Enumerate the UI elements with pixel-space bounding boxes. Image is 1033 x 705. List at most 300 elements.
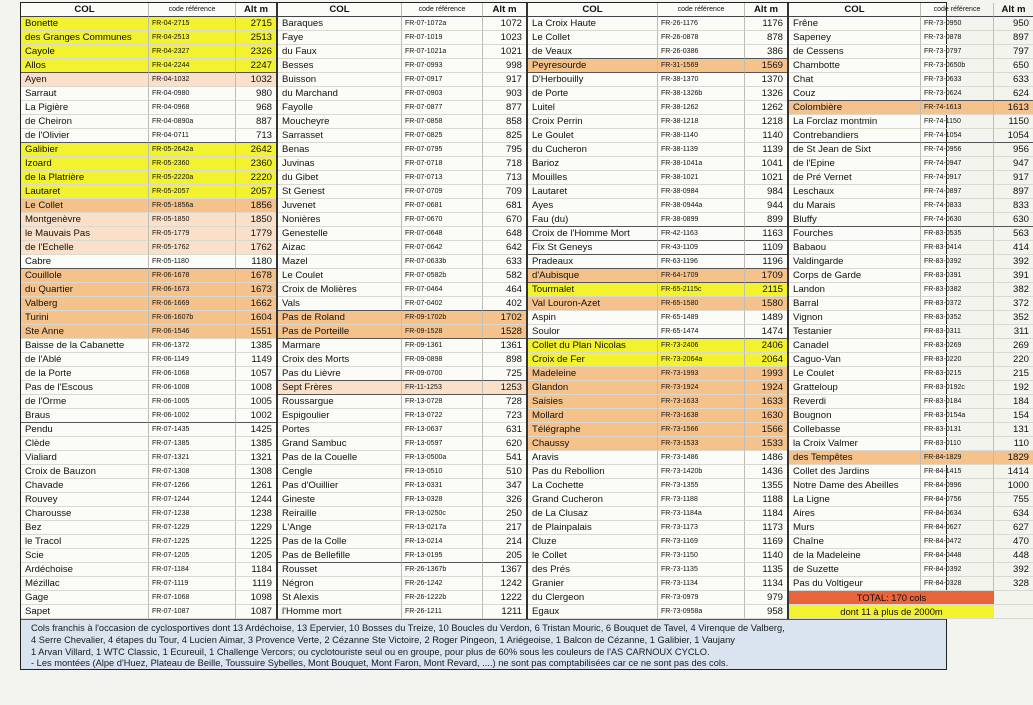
- cols-table: [21, 3, 1029, 619]
- col-altitude: 414: [994, 241, 1033, 255]
- col-name: Chambotte: [789, 59, 921, 73]
- col-code: FR-07-0825: [402, 129, 483, 143]
- col-altitude: 448: [994, 549, 1033, 563]
- col-code: FR-09-1528: [402, 325, 483, 339]
- col-altitude: 470: [994, 535, 1033, 549]
- col-altitude: 402: [483, 297, 526, 311]
- col-name: Le Goulet: [528, 129, 658, 143]
- col-name: Mouilles: [528, 171, 658, 185]
- col-altitude: 950: [994, 17, 1033, 31]
- col-altitude: 205: [483, 549, 526, 563]
- col-name: Grand Sambuc: [278, 437, 402, 451]
- col-altitude: 386: [745, 45, 787, 59]
- col-altitude: 1135: [745, 563, 787, 577]
- col-code: FR-11-1253: [402, 381, 483, 395]
- col-altitude: 1308: [236, 465, 276, 479]
- col-name: Fix St Geneys: [528, 241, 658, 255]
- col-altitude: 723: [483, 409, 526, 423]
- col-name: Sept Frères: [278, 381, 402, 395]
- col-name: le Tracol: [21, 535, 149, 549]
- col-name: Pendu: [21, 423, 149, 437]
- col-altitude: 1829: [994, 451, 1033, 465]
- col-code: FR-38-1326b: [658, 87, 745, 101]
- col-altitude: 728: [483, 395, 526, 409]
- notes-section: [21, 619, 946, 669]
- col-code: FR-06-1005: [149, 395, 236, 409]
- col-code: FR-07-0877: [402, 101, 483, 115]
- col-code: FR-04-0968: [149, 101, 236, 115]
- col-altitude: 797: [994, 45, 1033, 59]
- col-name: Bonette: [21, 17, 149, 31]
- col-code: FR-84-1415: [921, 465, 994, 479]
- header-code: code référence: [658, 3, 745, 17]
- col-name: Ste Anne: [21, 325, 149, 339]
- col-code: FR-13-0637: [402, 423, 483, 437]
- col-code: FR-73-1993: [658, 367, 745, 381]
- col-name: Bluffy: [789, 213, 921, 227]
- col-name: Mézillac: [21, 577, 149, 591]
- col-name: des Tempêtes: [789, 451, 921, 465]
- col-code: FR-06-1669: [149, 297, 236, 311]
- col-name: Pas d'Ouillier: [278, 479, 402, 493]
- col-altitude: 464: [483, 283, 526, 297]
- col-altitude: 984: [745, 185, 787, 199]
- col-altitude: 1528: [483, 325, 526, 339]
- col-code: FR-07-1068: [149, 591, 236, 605]
- col-name: Sarrasset: [278, 129, 402, 143]
- col-altitude: 947: [994, 157, 1033, 171]
- col-code: FR-07-1385: [149, 437, 236, 451]
- col-name: Gage: [21, 591, 149, 605]
- col-altitude: 1205: [236, 549, 276, 563]
- col-altitude: 650: [994, 59, 1033, 73]
- col-code: FR-26-1222b: [402, 591, 483, 605]
- col-name: de Plainpalais: [528, 521, 658, 535]
- col-altitude: 1225: [236, 535, 276, 549]
- col-code: FR-83-0154a: [921, 409, 994, 423]
- col-code: FR-13-0214: [402, 535, 483, 549]
- col-altitude: 1673: [236, 283, 276, 297]
- col-name: Barral: [789, 297, 921, 311]
- col-name: Rouvey: [21, 493, 149, 507]
- col-code: FR-07-1072a: [402, 17, 483, 31]
- col-altitude: 1218: [745, 115, 787, 129]
- col-code: FR-07-1019: [402, 31, 483, 45]
- col-altitude: 326: [483, 493, 526, 507]
- col-name: Notre Dame des Abeilles: [789, 479, 921, 493]
- col-altitude: 1551: [236, 325, 276, 339]
- col-altitude: 1196: [745, 255, 787, 269]
- col-altitude: 642: [483, 241, 526, 255]
- col-code: FR-38-1041a: [658, 157, 745, 171]
- col-altitude: 2406: [745, 339, 787, 353]
- col-name: Lautaret: [21, 185, 149, 199]
- col-altitude: 392: [994, 563, 1033, 577]
- col-name: Reiraille: [278, 507, 402, 521]
- col-altitude: 2247: [236, 59, 276, 73]
- col-altitude: 1566: [745, 423, 787, 437]
- col-code: FR-04-2715: [149, 17, 236, 31]
- col-name: de Porte: [528, 87, 658, 101]
- col-altitude: 634: [994, 507, 1033, 521]
- col-altitude: 1211: [483, 605, 526, 619]
- col-altitude: 1002: [236, 409, 276, 423]
- col-name: de l'Epine: [789, 157, 921, 171]
- col-name: Le Collet: [21, 199, 149, 213]
- col-code: FR-74-0833: [921, 199, 994, 213]
- col-code: FR-73-1169: [658, 535, 745, 549]
- col-altitude: 1425: [236, 423, 276, 437]
- col-code: FR-83-0220: [921, 353, 994, 367]
- col-code: FR-06-1607b: [149, 311, 236, 325]
- col-code: FR-64-1709: [658, 269, 745, 283]
- col-name: Roussargue: [278, 395, 402, 409]
- col-name: du Marais: [789, 199, 921, 213]
- col-code: FR-84-0634: [921, 507, 994, 521]
- col-name: Soulor: [528, 325, 658, 339]
- col-name: Benas: [278, 143, 402, 157]
- col-altitude: 214: [483, 535, 526, 549]
- col-altitude: 154: [994, 409, 1033, 423]
- col-name: Le Collet: [528, 31, 658, 45]
- col-name: du Marchand: [278, 87, 402, 101]
- col-altitude: 1184: [236, 563, 276, 577]
- col-code: FR-74-1054: [921, 129, 994, 143]
- header-code: code référence: [402, 3, 483, 17]
- col-altitude: 1021: [745, 171, 787, 185]
- header-alt: Alt m: [745, 3, 787, 17]
- col-altitude: 1150: [994, 115, 1033, 129]
- col-code: FR-73-1924: [658, 381, 745, 395]
- col-name: Chaîne: [789, 535, 921, 549]
- col-altitude: 563: [994, 227, 1033, 241]
- col-code: FR-43-1109: [658, 241, 745, 255]
- header-code: code référence: [921, 3, 994, 17]
- col-name: Sarraut: [21, 87, 149, 101]
- header-col: COL: [528, 3, 658, 17]
- col-name: Collet des Jardins: [789, 465, 921, 479]
- col-altitude: 1242: [483, 577, 526, 591]
- header-code: code référence: [149, 3, 236, 17]
- col-name: Reverdi: [789, 395, 921, 409]
- col-altitude: 1385: [236, 437, 276, 451]
- col-name: Contrebandiers: [789, 129, 921, 143]
- col-name: Aires: [789, 507, 921, 521]
- col-code: FR-73-1638: [658, 409, 745, 423]
- col-altitude: 1321: [236, 451, 276, 465]
- col-name: Cabre: [21, 255, 149, 269]
- col-name: Genestelle: [278, 227, 402, 241]
- col-altitude: 1238: [236, 507, 276, 521]
- col-code: FR-83-0131: [921, 423, 994, 437]
- col-altitude: 1163: [745, 227, 787, 241]
- col-name: Fau (du): [528, 213, 658, 227]
- col-altitude: 833: [994, 199, 1033, 213]
- column-block-4: [789, 3, 1033, 619]
- col-code: FR-73-1135: [658, 563, 745, 577]
- column-block-3: [528, 3, 789, 619]
- col-name: Cluze: [528, 535, 658, 549]
- col-code: FR-06-1002: [149, 409, 236, 423]
- col-name: Gineste: [278, 493, 402, 507]
- col-altitude: 1370: [745, 73, 787, 87]
- col-name: Landon: [789, 283, 921, 297]
- col-name: Croix Perrin: [528, 115, 658, 129]
- col-name: Pas de Porteille: [278, 325, 402, 339]
- col-name: Egaux: [528, 605, 658, 619]
- col-name: Couz: [789, 87, 921, 101]
- col-code: FR-73-0950: [921, 17, 994, 31]
- col-code: FR-07-0582b: [402, 269, 483, 283]
- col-code: FR-06-1673: [149, 283, 236, 297]
- col-altitude: 1486: [745, 451, 787, 465]
- col-name: Vialiard: [21, 451, 149, 465]
- col-code: FR-13-0510: [402, 465, 483, 479]
- col-altitude: 725: [483, 367, 526, 381]
- col-code: FR-38-0899: [658, 213, 745, 227]
- col-name: le Collet: [528, 549, 658, 563]
- col-name: Cayole: [21, 45, 149, 59]
- col-name: Murs: [789, 521, 921, 535]
- col-code: FR-04-0980: [149, 87, 236, 101]
- col-name: Saisies: [528, 395, 658, 409]
- col-altitude: 633: [483, 255, 526, 269]
- col-name: Sapet: [21, 605, 149, 619]
- col-altitude: 2513: [236, 31, 276, 45]
- col-altitude: 391: [994, 269, 1033, 283]
- col-code: FR-07-1435: [149, 423, 236, 437]
- col-altitude: 1180: [236, 255, 276, 269]
- col-code: FR-83-0311: [921, 325, 994, 339]
- col-name: Luitel: [528, 101, 658, 115]
- col-name: de Pré Vernet: [789, 171, 921, 185]
- col-name: Clède: [21, 437, 149, 451]
- col-name: Mazel: [278, 255, 402, 269]
- col-code: FR-07-1184: [149, 563, 236, 577]
- col-name: Rousset: [278, 563, 402, 577]
- col-code: FR-09-1702b: [402, 311, 483, 325]
- col-name: de Veaux: [528, 45, 658, 59]
- col-name: Leschaux: [789, 185, 921, 199]
- col-name: l'Homme mort: [278, 605, 402, 619]
- col-code: FR-07-1119: [149, 577, 236, 591]
- col-name: Croix de Molières: [278, 283, 402, 297]
- col-code: FR-84-0448: [921, 549, 994, 563]
- col-altitude: 956: [994, 143, 1033, 157]
- col-name: Pas de Roland: [278, 311, 402, 325]
- col-name: Chaussy: [528, 437, 658, 451]
- col-name: Le Coulet: [789, 367, 921, 381]
- col-code: FR-05-1856a: [149, 199, 236, 213]
- col-code: FR-83-0372: [921, 297, 994, 311]
- total-spacer: [994, 605, 1033, 619]
- col-name: Collebasse: [789, 423, 921, 437]
- col-code: FR-74-0956: [921, 143, 994, 157]
- col-altitude: 110: [994, 437, 1033, 451]
- col-altitude: 2360: [236, 157, 276, 171]
- col-code: FR-84-0996: [921, 479, 994, 493]
- col-code: FR-84-0472: [921, 535, 994, 549]
- col-code: FR-65-1489: [658, 311, 745, 325]
- col-code: FR-07-0709: [402, 185, 483, 199]
- col-name: la Croix Valmer: [789, 437, 921, 451]
- col-name: de Suzette: [789, 563, 921, 577]
- col-name: St Alexis: [278, 591, 402, 605]
- col-name: La Forclaz montmin: [789, 115, 921, 129]
- col-name: Pas du Lièvre: [278, 367, 402, 381]
- col-altitude: 1355: [745, 479, 787, 493]
- col-code: FR-07-0858: [402, 115, 483, 129]
- col-code: FR-73-1486: [658, 451, 745, 465]
- column-block-1: [21, 3, 278, 619]
- col-altitude: 1613: [994, 101, 1033, 115]
- col-code: FR-13-0217a: [402, 521, 483, 535]
- col-code: FR-26-1176: [658, 17, 745, 31]
- col-altitude: 1678: [236, 269, 276, 283]
- col-code: FR-73-2406: [658, 339, 745, 353]
- col-code: FR-13-0250c: [402, 507, 483, 521]
- col-name: Peyresourde: [528, 59, 658, 73]
- col-altitude: 1188: [745, 493, 787, 507]
- col-name: des Prés: [528, 563, 658, 577]
- header-col: COL: [278, 3, 402, 17]
- col-code: FR-74-1150: [921, 115, 994, 129]
- col-code: FR-06-1149: [149, 353, 236, 367]
- cols-table-sheet: [20, 2, 1029, 670]
- col-altitude: 347: [483, 479, 526, 493]
- col-code: FR-07-0633b: [402, 255, 483, 269]
- col-name: Vals: [278, 297, 402, 311]
- col-name: Croix de Bauzon: [21, 465, 149, 479]
- col-code: FR-04-2244: [149, 59, 236, 73]
- col-altitude: 1253: [483, 381, 526, 395]
- col-name: Grand Cucheron: [528, 493, 658, 507]
- col-altitude: 1702: [483, 311, 526, 325]
- col-code: FR-74-0630: [921, 213, 994, 227]
- col-name: Canadel: [789, 339, 921, 353]
- col-altitude: 627: [994, 521, 1033, 535]
- col-name: Chat: [789, 73, 921, 87]
- col-altitude: 858: [483, 115, 526, 129]
- col-code: FR-83-0192c: [921, 381, 994, 395]
- col-code: FR-83-0392: [921, 255, 994, 269]
- col-code: FR-13-0500a: [402, 451, 483, 465]
- col-code: FR-73-0797: [921, 45, 994, 59]
- col-name: Corps de Garde: [789, 269, 921, 283]
- col-altitude: 1109: [745, 241, 787, 255]
- col-altitude: 1262: [745, 101, 787, 115]
- col-altitude: 1041: [745, 157, 787, 171]
- col-altitude: 1173: [745, 521, 787, 535]
- col-code: FR-73-1420b: [658, 465, 745, 479]
- col-altitude: 311: [994, 325, 1033, 339]
- col-altitude: 1762: [236, 241, 276, 255]
- col-altitude: 1134: [745, 577, 787, 591]
- col-altitude: 903: [483, 87, 526, 101]
- col-code: FR-83-0215: [921, 367, 994, 381]
- col-name: Portes: [278, 423, 402, 437]
- total-spacer: [994, 591, 1033, 605]
- col-name: Testanier: [789, 325, 921, 339]
- col-altitude: 2642: [236, 143, 276, 157]
- col-code: FR-83-0269: [921, 339, 994, 353]
- note-line: 1 Arvan Villard, 1 WTC Classic, 1 Ecureuil, 1 Challenge Vercors; ou cyclotouriste seul ou en groupe, pour plus de 60% sous les couleurs de l'AS CARNOUX CYCLO.: [31, 646, 710, 657]
- col-code: FR-06-1068: [149, 367, 236, 381]
- col-name: Glandon: [528, 381, 658, 395]
- col-code: FR-07-0642: [402, 241, 483, 255]
- col-code: FR-73-0633: [921, 73, 994, 87]
- col-altitude: 1414: [994, 465, 1033, 479]
- col-code: FR-05-2057: [149, 185, 236, 199]
- col-altitude: 795: [483, 143, 526, 157]
- col-name: Izoard: [21, 157, 149, 171]
- col-name: du Faux: [278, 45, 402, 59]
- col-name: Pas du Voltigeur: [789, 577, 921, 591]
- col-code: FR-04-2513: [149, 31, 236, 45]
- col-name: Pas de l'Escous: [21, 381, 149, 395]
- col-altitude: 709: [483, 185, 526, 199]
- col-name: Buisson: [278, 73, 402, 87]
- col-altitude: 1072: [483, 17, 526, 31]
- col-code: FR-84-0392: [921, 563, 994, 577]
- col-altitude: 1244: [236, 493, 276, 507]
- col-code: FR-84-0627: [921, 521, 994, 535]
- col-code: FR-73-1566: [658, 423, 745, 437]
- col-name: Montgenèvre: [21, 213, 149, 227]
- col-name: Ayen: [21, 73, 149, 87]
- col-code: FR-07-1321: [149, 451, 236, 465]
- col-altitude: 220: [994, 353, 1033, 367]
- col-altitude: 1474: [745, 325, 787, 339]
- col-code: FR-05-1180: [149, 255, 236, 269]
- col-code: FR-38-0944a: [658, 199, 745, 213]
- col-name: Juvinas: [278, 157, 402, 171]
- col-altitude: 1098: [236, 591, 276, 605]
- col-code: FR-07-1238: [149, 507, 236, 521]
- col-code: FR-07-1244: [149, 493, 236, 507]
- col-name: Babaou: [789, 241, 921, 255]
- col-code: FR-26-1367b: [402, 563, 483, 577]
- col-code: FR-07-1229: [149, 521, 236, 535]
- col-name: de la Platrière: [21, 171, 149, 185]
- col-code: FR-26-0386: [658, 45, 745, 59]
- col-name: des Granges Communes: [21, 31, 149, 45]
- col-code: FR-38-1262: [658, 101, 745, 115]
- col-name: La Croix Haute: [528, 17, 658, 31]
- col-code: FR-13-0722: [402, 409, 483, 423]
- col-code: FR-38-1139: [658, 143, 745, 157]
- col-name: Faye: [278, 31, 402, 45]
- col-name: du Quartier: [21, 283, 149, 297]
- col-altitude: 917: [483, 73, 526, 87]
- col-code: FR-07-0795: [402, 143, 483, 157]
- col-name: Barioz: [528, 157, 658, 171]
- col-code: FR-42-1163: [658, 227, 745, 241]
- col-code: FR-73-1150: [658, 549, 745, 563]
- col-code: FR-04-1032: [149, 73, 236, 87]
- col-name: La Pigière: [21, 101, 149, 115]
- col-name: Nonières: [278, 213, 402, 227]
- col-altitude: 1367: [483, 563, 526, 577]
- col-altitude: 510: [483, 465, 526, 479]
- col-code: FR-07-0648: [402, 227, 483, 241]
- col-code: FR-73-0878: [921, 31, 994, 45]
- col-code: FR-07-0718: [402, 157, 483, 171]
- col-altitude: 1604: [236, 311, 276, 325]
- col-code: FR-73-0958a: [658, 605, 745, 619]
- col-altitude: 1140: [745, 549, 787, 563]
- col-code: FR-07-1266: [149, 479, 236, 493]
